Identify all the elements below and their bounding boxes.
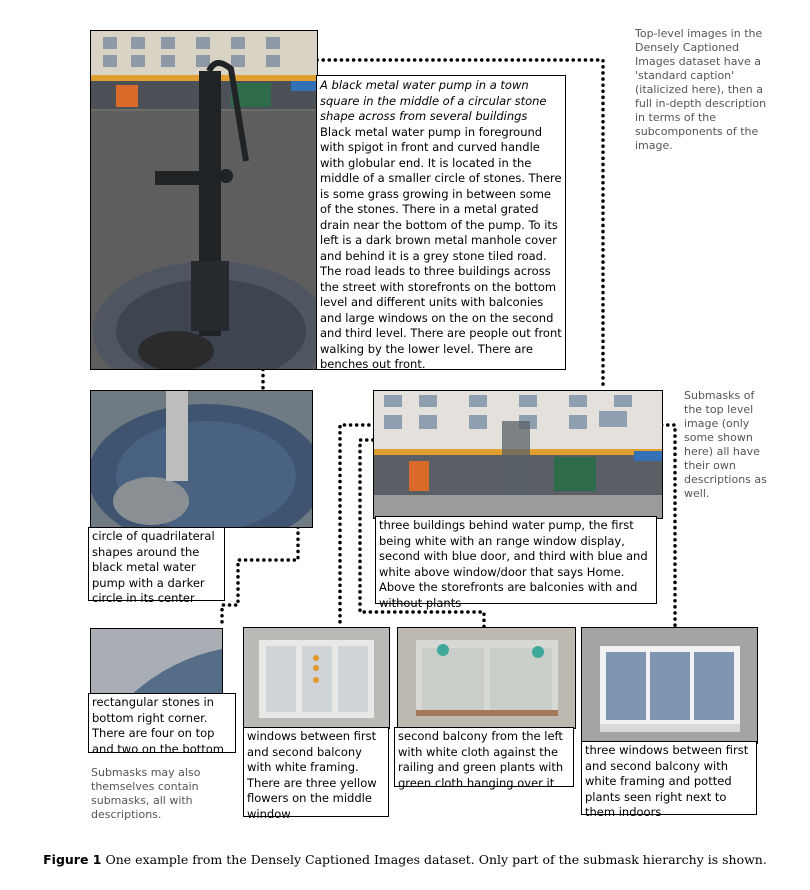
- submask-windows3-photo: [581, 627, 758, 744]
- standard-caption: A black metal water pump in a town square in the middle of a circular stone shape across from several buildings: [320, 78, 547, 123]
- main-photo: [90, 30, 318, 370]
- submask-windows1-caption: windows between first and second balcony with white framing. There are three yellow flowers on the middle window: [243, 727, 389, 817]
- submask-buildings-photo: [373, 390, 663, 519]
- submask-windows3-caption: three windows between first and second balcony with white framing and potted plants seen right next to them indoors: [581, 741, 757, 815]
- submask-circle-photo: [90, 390, 313, 528]
- full-description: Black metal water pump in foreground with spigot in front and curved handle with globular end. It is located in the middle of a smaller circle of stones. There is some grass growing in between some of the stones. There in a metal grated drain near the bottom of the pump. To its left is a dark brown metal manhole cover and behind it is a grey stone tiled road. The road leads to three buildings across the street with storefronts on the bottom level and different units with balconies and large windows on the on the second and third level. There are people out front walking by the lower level. There are benches out front.: [320, 124, 562, 371]
- submask-stones-caption: rectangular stones in bottom right corner. There are four on top and two on the bottom: [88, 693, 236, 753]
- main-caption-box: [316, 75, 566, 370]
- connector-circle-to-stones: [222, 527, 298, 627]
- figure-label: Figure 1: [43, 852, 102, 867]
- figure-caption: [0, 852, 810, 867]
- note-nested-submasks: Submasks may also themselves contain submasks, all with descriptions.: [91, 766, 201, 821]
- connector-buildings-to-windows1: [340, 425, 375, 627]
- submask-windows1-photo: [243, 627, 390, 729]
- submask-balcony2-caption: second balcony from the left with white cloth against the railing and green plants with green cloth hanging over it: [394, 727, 574, 787]
- figure-text: One example from the Densely Captioned Images dataset. Only part of the submask hierarchy is shown.: [105, 852, 767, 867]
- submask-balcony2-photo: [397, 627, 576, 729]
- submask-buildings-caption: three buildings behind water pump, the first being white with an range window display, second with blue door, and third with blue and white above window/door that says Home. Above the storefronts are balconies with and without plants: [375, 516, 657, 604]
- note-submasks: Submasks of the top level image (only some shown here) all have their own descriptions as well.: [684, 389, 767, 500]
- submask-circle-caption: circle of quadrilateral shapes around the black metal water pump with a darker circle in its center: [88, 527, 225, 601]
- submask-stones-photo: [90, 628, 223, 696]
- note-top-level: Top-level images in the Densely Captioned Images dataset have a 'standard caption' (italicized here), then a full in-depth description in terms of the subcomponents of the image.: [635, 27, 767, 152]
